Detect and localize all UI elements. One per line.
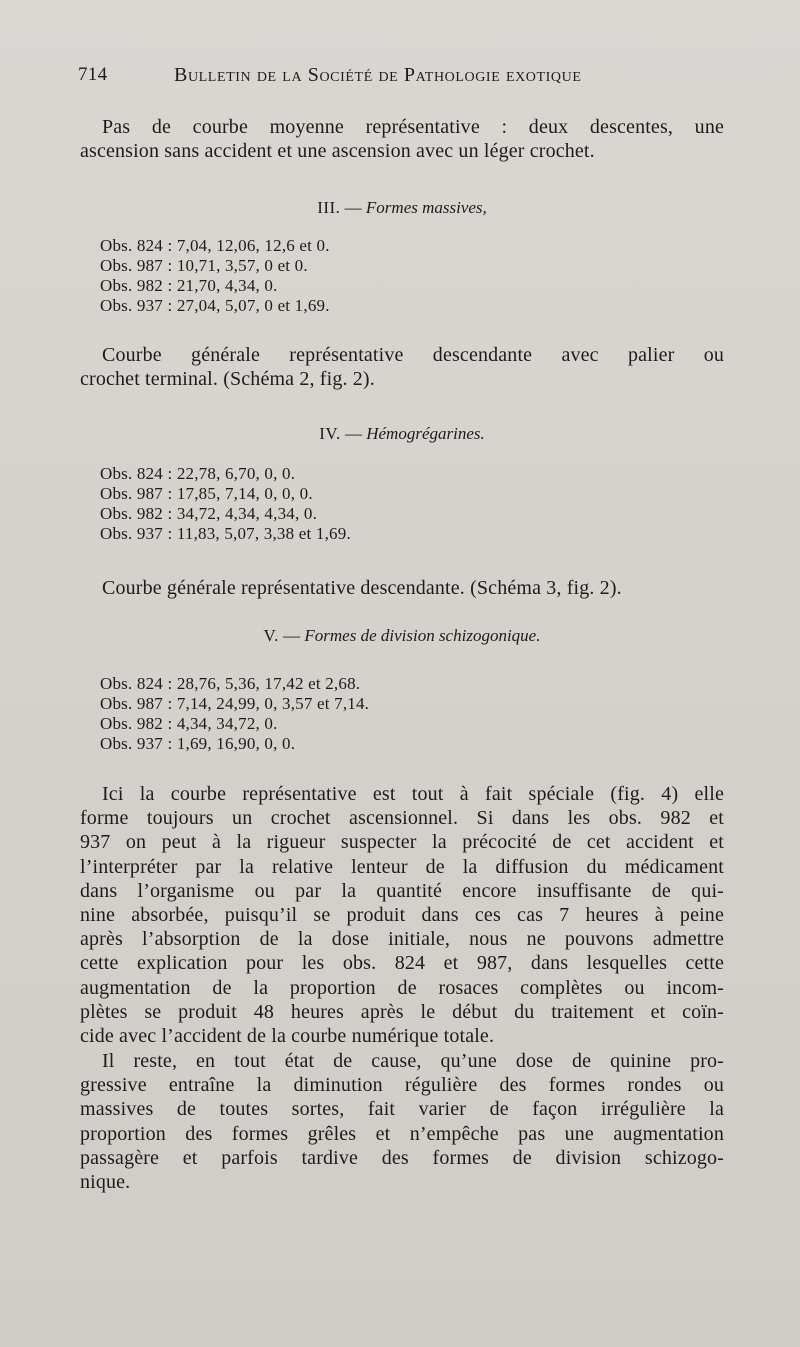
observation-row: Obs. 982 : 21,70, 4,34, 0. <box>100 276 278 295</box>
text-line: gressive entraîne la diminution régulière des formes rondes ou <box>80 1074 724 1097</box>
text-line: Il reste, en tout état de cause, qu’une dose de quinine pro- <box>102 1050 724 1072</box>
text-line: l’interpréter par la relative lenteur de la diffusion du médicament <box>80 855 724 878</box>
section-dash: — <box>283 626 301 645</box>
observation-row: Obs. 987 : 17,85, 7,14, 0, 0, 0. <box>100 484 313 503</box>
section-number: III. <box>317 198 341 217</box>
text-line: dans l’organisme ou par la quantité encore insuffisante de qui- <box>80 879 724 902</box>
observations-iv <box>100 464 351 544</box>
section-dash: — <box>344 424 362 443</box>
observation-row: Obs. 987 : 10,71, 3,57, 0 et 0. <box>100 256 308 275</box>
section-number: IV. <box>319 424 341 443</box>
observation-row: Obs. 937 : 11,83, 5,07, 3,38 et 1,69. <box>100 524 351 543</box>
observation-row: Obs. 937 : 1,69, 16,90, 0, 0. <box>100 734 296 753</box>
observation-row: Obs. 824 : 28,76, 5,36, 17,42 et 2,68. <box>100 674 361 693</box>
text-line: cette explication pour les obs. 824 et 987, dans lesquelles cette <box>80 952 724 975</box>
observation-row: Obs. 937 : 27,04, 5,07, 0 et 1,69. <box>100 296 330 315</box>
text-line: forme toujours un crochet ascensionnel. Si dans les obs. 982 et <box>80 807 724 830</box>
text-line: proportion des formes grêles et n’empêche pas une augmentation <box>80 1122 724 1145</box>
text-line: après l’absorption de la dose initiale, nous ne pouvons admettre <box>80 928 724 951</box>
text-line: ascension sans accident et une ascension avec un léger crochet. <box>80 139 595 162</box>
conclusion-iii <box>80 344 724 391</box>
conclusion-iv <box>80 577 724 601</box>
section-heading-v <box>80 626 724 646</box>
text-line: Pas de courbe moyenne représentative : deux descentes, une <box>102 116 724 138</box>
observations-v <box>100 674 369 754</box>
observation-row: Obs. 824 : 7,04, 12,06, 12,6 et 0. <box>100 236 330 255</box>
observations-iii <box>100 236 330 316</box>
observation-row: Obs. 982 : 34,72, 4,34, 4,34, 0. <box>100 504 318 523</box>
running-title: Bulletin de la Société de Pathologie exotique <box>174 64 582 86</box>
section-dash: — <box>344 198 362 217</box>
text-line: passagère et parfois tardive des formes de division schizogo- <box>80 1146 724 1169</box>
section-title: Formes de division schizogonique. <box>304 626 541 645</box>
observation-row: Obs. 824 : 22,78, 6,70, 0, 0. <box>100 464 296 483</box>
text-line: 937 on peut à la rigueur suspecter la précocité de cet accident et <box>80 831 724 854</box>
text-line: Ici la courbe représentative est tout à fait spéciale (fig. 4) elle <box>102 783 724 805</box>
text-line: Courbe générale représentative descendante. (Schéma 3, fig. 2). <box>102 577 622 599</box>
page-number: 714 <box>78 64 108 85</box>
body-paragraph-1 <box>80 782 724 1048</box>
text-line: augmentation de la proportion de rosaces complètes ou incom- <box>80 976 724 999</box>
text-line: Courbe générale représentative descendante avec palier ou <box>102 344 724 366</box>
section-heading-iv <box>80 424 724 444</box>
intro-paragraph <box>80 116 724 163</box>
section-title: Hémogrégarines. <box>366 424 485 443</box>
text-line: massives de toutes sortes, fait varier de façon irrégulière la <box>80 1098 724 1121</box>
section-heading-iii <box>80 198 724 218</box>
body-paragraph-2 <box>80 1049 724 1194</box>
text-line: plètes se produit 48 heures après le début du traitement et coïn- <box>80 1000 724 1023</box>
section-title: Formes massives, <box>365 198 487 217</box>
text-line: crochet terminal. (Schéma 2, fig. 2). <box>80 367 375 390</box>
text-line: nique. <box>80 1171 131 1194</box>
observation-row: Obs. 987 : 7,14, 24,99, 0, 3,57 et 7,14. <box>100 694 370 713</box>
section-number: V. <box>263 626 279 645</box>
observation-row: Obs. 982 : 4,34, 34,72, 0. <box>100 714 278 733</box>
text-line: cide avec l’accident de la courbe numérique totale. <box>80 1025 495 1048</box>
text-line: nine absorbée, puisqu’il se produit dans ces cas 7 heures à peine <box>80 904 724 927</box>
